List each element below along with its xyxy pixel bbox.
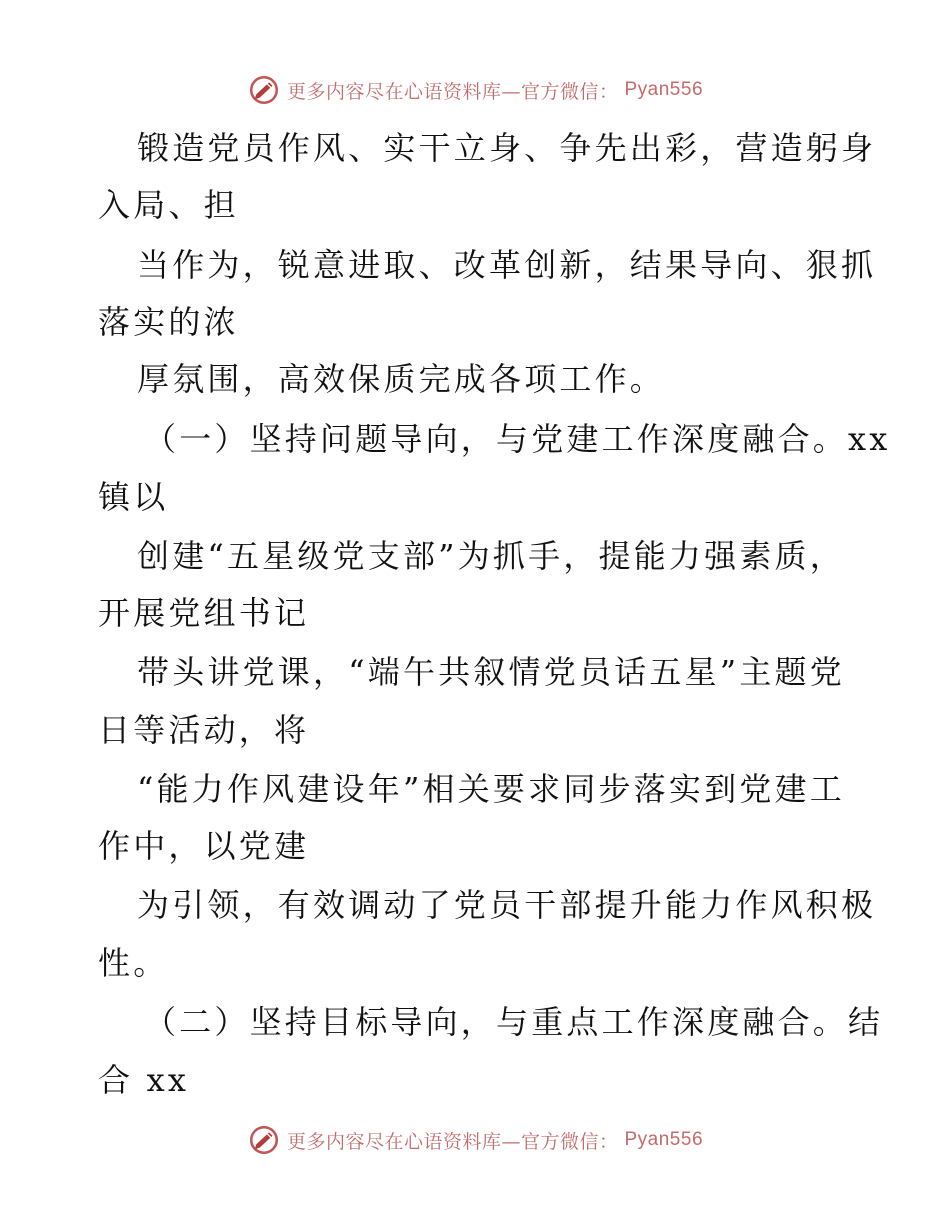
body-line: 锻造党员作风、实干立身、争先出彩，营造躬身 [137, 129, 877, 167]
section-heading-1: （一）坚持问题导向，与党建工作深度融合。xx [144, 420, 891, 458]
body-line: 当作为，锐意进取、改革创新，结果导向、狠抓 [137, 246, 877, 284]
watermark-text: 更多内容尽在心语资料库—官方微信： [286, 80, 619, 103]
watermark-wechat-id: Pyan556 [624, 1129, 704, 1150]
body-line: 性。 [98, 944, 169, 982]
body-line: 开展党组书记 [98, 594, 310, 632]
watermark-wechat-id: Pyan556 [624, 79, 704, 100]
pen-logo-icon [247, 1123, 281, 1157]
section-heading-2: （二）坚持目标导向，与重点工作深度融合。结 [144, 1003, 884, 1041]
body-line: 镇以 [98, 478, 169, 516]
body-line: 带头讲党课，“端午共叙情党员话五星”主题党 [137, 653, 845, 691]
pen-logo-icon [247, 73, 281, 107]
body-line: 日等活动，将 [98, 711, 310, 749]
watermark-text: 更多内容尽在心语资料库—官方微信： [286, 1130, 619, 1153]
body-line: 入局、担 [98, 186, 239, 224]
header-watermark [0, 70, 950, 110]
footer-watermark [0, 1120, 950, 1160]
body-line: 合 xx [98, 1061, 190, 1099]
body-line: 落实的浓 [98, 303, 239, 341]
body-line: 厚氛围，高效保质完成各项工作。 [137, 360, 666, 398]
body-line: 为引领，有效调动了党员干部提升能力作风积极 [137, 886, 877, 924]
body-line: 创建“五星级党支部”为抓手，提能力强素质， [137, 537, 845, 575]
body-line: “能力作风建设年”相关要求同步落实到党建工 [137, 770, 845, 808]
body-line: 作中，以党建 [98, 827, 310, 865]
